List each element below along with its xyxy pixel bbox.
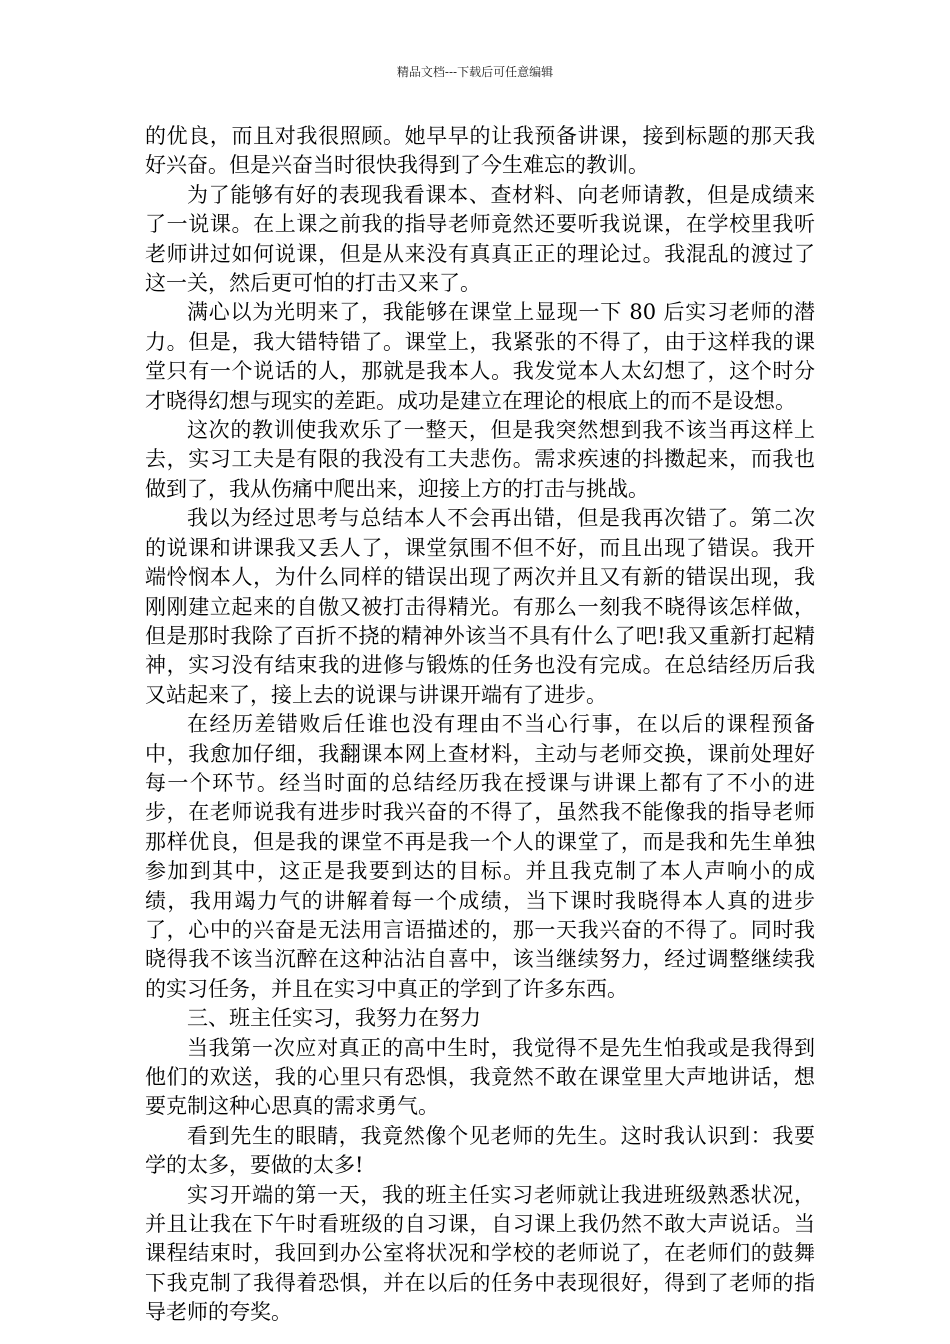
paragraph: 在经历差错败后任谁也没有理由不当心行事，在以后的课程预备中，我愈加仔细，我翻课本网上查材料，主动与老师交换，课前处理好每一个环节。经当时面的总结经历我在授课与讲课上都有了不小的进步，在老师说我有进步时我兴奋的不得了，虽然我不能像我的指导老师那样优良，但是我的课堂不再是我一个人的课堂了，而是我和先生单独参加到其中，这正是我要到达的目标。并且我克制了本人声响小的成绩，我用竭力气的讲解着每一个成绩，当下课时我晓得本人真的进步了，心中的兴奋是无法用言语描述的，那一天我兴奋的不得了。同时我晓得我不该当沉醉在这种沾沾自喜中，该当继续努力，经过调整继续我的实习任务，并且在实习中真正的学到了许多东西。	[145, 712, 815, 1001]
paragraph: 我以为经过思考与总结本人不会再出错，但是我再次错了。第二次的说课和讲课我又丢人了，课堂氛围不但不好，而且出现了错误。我开端怜悯本人，为什么同样的错误出现了两次并且又有新的错误出现，我刚刚建立起来的自傲又被打击得精光。有那么一刻我不晓得该怎样做，但是那时我除了百折不挠的精神外该当不具有什么了吧!我又重新打起精神，实习没有结束我的进修与锻炼的任务也没有完成。在总结经历后我又站起来了，接上去的说课与讲课开端有了进步。	[145, 506, 815, 707]
paragraph: 当我第一次应对真正的高中生时，我觉得不是先生怕我或是我得到他们的欢送，我的心里只有恐惧，我竟然不敢在课堂里大声地讲话，想要克制这种心思真的需求勇气。	[145, 1035, 815, 1119]
paragraph-continuation: 的优良，而且对我很照顾。她早早的让我预备讲课，接到标题的那天我好兴奋。但是兴奋当时很快我得到了今生难忘的教训。	[145, 124, 815, 178]
section-heading: 三、班主任实习，我努力在努力	[187, 1006, 481, 1031]
paragraph: 这次的教训使我欢乐了一整天，但是我突然想到我不该当再这样上去，实习工夫是有限的我没有工夫悲伤。需求疾速的抖擞起来，而我也做到了，我从伤痛中爬出来，迎接上方的打击与挑战。	[145, 418, 815, 501]
paragraph: 为了能够有好的表现我看课本、查材料、向老师请教，但是成绩来了一说课。在上课之前我的指导老师竟然还要听我说课，在学校里我听老师讲过如何说课，但是从来没有真真正正的理论过。我混乱的渡过了这一关，然后更可怕的打击又来了。	[145, 182, 815, 296]
page-header: 精品文档---下载后可任意编辑	[396, 65, 554, 79]
paragraph: 满心以为光明来了，我能够在课堂上显现一下 80 后实习老师的潜力。但是，我大错特错了。课堂上，我紧张的不得了，由于这样我的课堂只有一个说话的人，那就是我本人。我发觉本人太幻想了，这个时分才晓得幻想与现实的差距。成功是建立在理论的根底上的而不是设想。	[145, 300, 815, 413]
paragraph: 看到先生的眼睛，我竟然像个见老师的先生。这时我认识到：我要学的太多，要做的太多!	[145, 1123, 815, 1178]
document-body	[145, 122, 815, 1328]
paragraph: 实习开端的第一天，我的班主任实习老师就让我进班级熟悉状况，并且让我在下午时看班级的自习课，自习课上我仍然不敢大声说话。当课程结束时，我回到办公室将状况和学校的老师说了，在老师们的鼓舞下我克制了我得着恐惧，并在以后的任务中表现很好，得到了老师的指导老师的夸奖。	[145, 1182, 815, 1325]
